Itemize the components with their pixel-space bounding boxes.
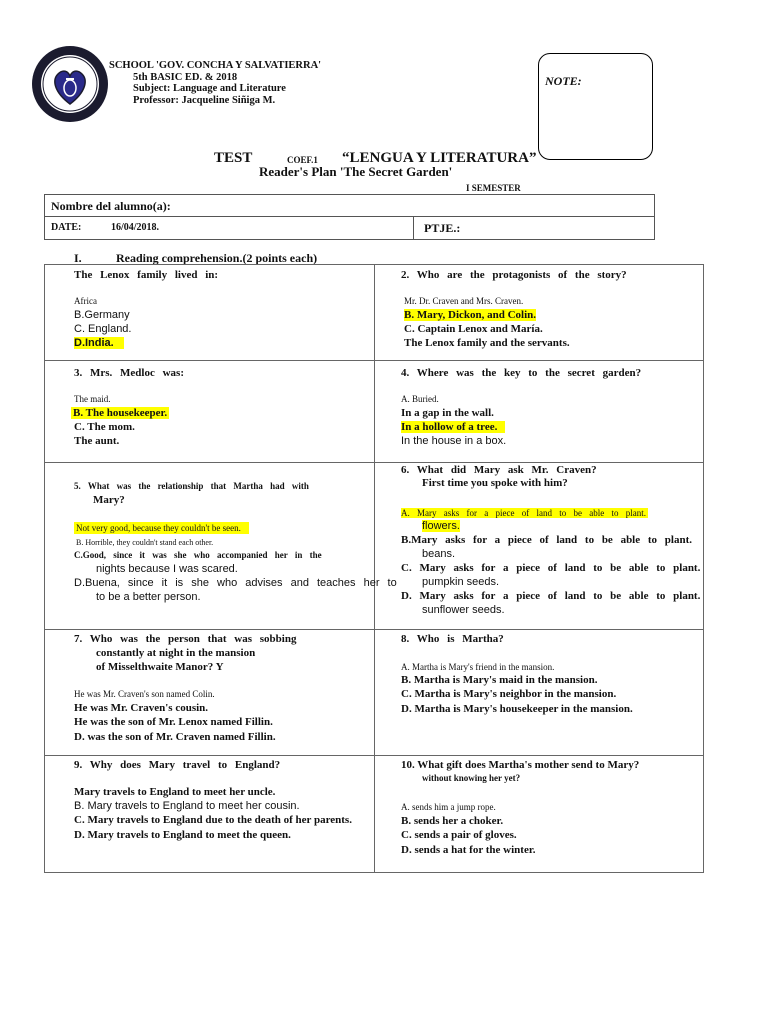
option-8b: B. Martha is Mary's maid in the mansion.: [401, 674, 598, 686]
test-heading: TEST: [214, 150, 253, 166]
question-3: 3. Mrs. Medloc was:: [74, 367, 185, 379]
option-3b: B. The housekeeper.: [73, 407, 168, 419]
table-divider: [45, 216, 654, 217]
option-4c: In a hollow of a tree.: [401, 421, 505, 433]
option-6b-cont: beans.: [422, 548, 456, 560]
plan-title: Reader's Plan 'The Secret Garden': [259, 164, 453, 179]
option-1b: B.Germany: [74, 309, 130, 321]
question-grid: [44, 264, 704, 873]
grid-divider: [45, 360, 703, 361]
student-name-label: Nombre del alumno(a):: [51, 199, 171, 213]
question-7-line2: constantly at night in the mansion: [96, 647, 256, 659]
option-8d: D. Martha is Mary's housekeeper in the mansion.: [401, 703, 633, 715]
option-4d: In the house in a box.: [401, 435, 507, 447]
question-7-line3: of Misselthwaite Manor? Y: [96, 661, 224, 673]
question-5: 5. What was the relationship that Martha had with: [74, 481, 309, 491]
question-6: 6. What did Mary ask Mr. Craven?: [401, 464, 597, 476]
school-name: SCHOOL 'GOV. CONCHA Y SALVATIERRA': [109, 60, 322, 71]
option-6a-cont: flowers.: [422, 520, 460, 532]
option-2a: Mr. Dr. Craven and Mrs. Craven.: [404, 296, 524, 306]
option-5d-cont: to be a better person.: [96, 591, 201, 603]
option-3c: C. The mom.: [74, 421, 135, 433]
option-2b: B. Mary, Dickon, and Colin.: [404, 309, 537, 321]
option-7b: He was Mr. Craven's cousin.: [74, 702, 209, 714]
question-7: 7. Who was the person that was sobbing: [74, 633, 297, 645]
subject-title: “LENGUA Y LITERATURA”: [342, 150, 537, 166]
option-6b: B.Mary asks for a piece of land to be able to plant.: [401, 534, 692, 546]
coef-label: COEF.1: [287, 155, 318, 165]
grid-divider: [45, 755, 703, 756]
option-5d: D.Buena, since it is she who advises and teaches her to: [74, 577, 397, 589]
option-1a: Africa: [74, 296, 97, 306]
question-9: 9. Why does Mary travel to England?: [74, 759, 281, 771]
student-info-table: [44, 194, 655, 240]
grid-divider: [45, 462, 703, 463]
date-label: DATE:: [51, 222, 82, 233]
option-7d: D. was the son of Mr. Craven named Fillin.: [74, 731, 276, 743]
question-8: 8. Who is Martha?: [401, 633, 504, 645]
semester-label: I SEMESTER: [466, 183, 521, 193]
option-3d: The aunt.: [74, 435, 120, 447]
professor-line: Professor: Jacqueline Siñiga M.: [133, 94, 276, 106]
option-7c: He was the son of Mr. Lenox named Fillin.: [74, 716, 273, 728]
note-box[interactable]: [538, 53, 653, 160]
option-2d: The Lenox family and the servants.: [404, 337, 570, 349]
option-10b: B. sends her a choker.: [401, 815, 504, 827]
school-info: [109, 60, 322, 106]
option-1c: C. England.: [74, 323, 132, 335]
table-divider: [413, 216, 414, 239]
question-5-line2: Mary?: [93, 494, 125, 506]
option-6d-cont: sunflower seeds.: [422, 604, 505, 616]
option-6d: D. Mary asks for a piece of land to be able to plant.: [401, 590, 701, 602]
subject-line: Subject: Language and Literature: [133, 83, 286, 94]
option-8c: C. Martha is Mary's neighbor in the mansion.: [401, 688, 617, 700]
note-label: NOTE:: [545, 74, 582, 88]
section-text: Reading comprehension.(2 points each): [116, 251, 318, 265]
question-2: 2. Who are the protagonists of the story?: [401, 269, 627, 281]
question-1: The Lenox family lived in:: [74, 269, 219, 281]
grid-divider: [45, 629, 703, 630]
option-4b: In a gap in the wall.: [401, 407, 494, 419]
option-1d: D.India.: [74, 337, 124, 349]
school-crest-icon: [30, 44, 110, 124]
question-10-line2: without knowing her yet?: [422, 773, 521, 783]
option-9b: B. Mary travels to England to meet her cousin.: [74, 800, 300, 812]
option-9a: Mary travels to England to meet her uncle.: [74, 786, 276, 798]
option-9d: D. Mary travels to England to meet the queen.: [74, 829, 291, 841]
date-value: 16/04/2018.: [111, 222, 160, 233]
option-5a: Not very good, because they couldn't be seen.: [74, 522, 249, 534]
question-4: 4. Where was the key to the secret garden?: [401, 367, 642, 379]
score-label: PTJE.:: [424, 221, 461, 235]
grade-line: 5th BASIC ED. & 2018: [133, 71, 238, 83]
option-9c: C. Mary travels to England due to the death of her parents.: [74, 814, 352, 826]
section-number: I.: [74, 251, 82, 265]
option-5c-cont: nights because I was scared.: [96, 563, 238, 575]
grid-divider: [374, 265, 375, 872]
option-6c-cont: pumpkin seeds.: [422, 576, 500, 588]
question-10: 10. What gift does Martha's mother send to Mary?: [401, 759, 640, 771]
option-5c: C.Good, since it was she who accompanied her in the: [74, 550, 322, 560]
option-3a: The maid.: [74, 394, 111, 404]
option-5b: B. Horrible, they couldn't stand each other.: [76, 538, 214, 547]
option-10d: D. sends a hat for the winter.: [401, 844, 536, 856]
option-7a: He was Mr. Craven's son named Colin.: [74, 689, 215, 699]
option-10a: A. sends him a jump rope.: [401, 802, 496, 812]
option-10c: C. sends a pair of gloves.: [401, 829, 517, 841]
option-2c: C. Captain Lenox and María.: [404, 323, 543, 335]
option-8a: A. Martha is Mary's friend in the mansion.: [401, 662, 555, 672]
option-6a: A. Mary asks for a piece of land to be able to plant.: [401, 508, 646, 518]
question-6-line2: First time you spoke with him?: [422, 477, 568, 489]
option-6c: C. Mary asks for a piece of land to be able to plant.: [401, 562, 701, 574]
option-4a: A. Buried.: [401, 394, 439, 404]
